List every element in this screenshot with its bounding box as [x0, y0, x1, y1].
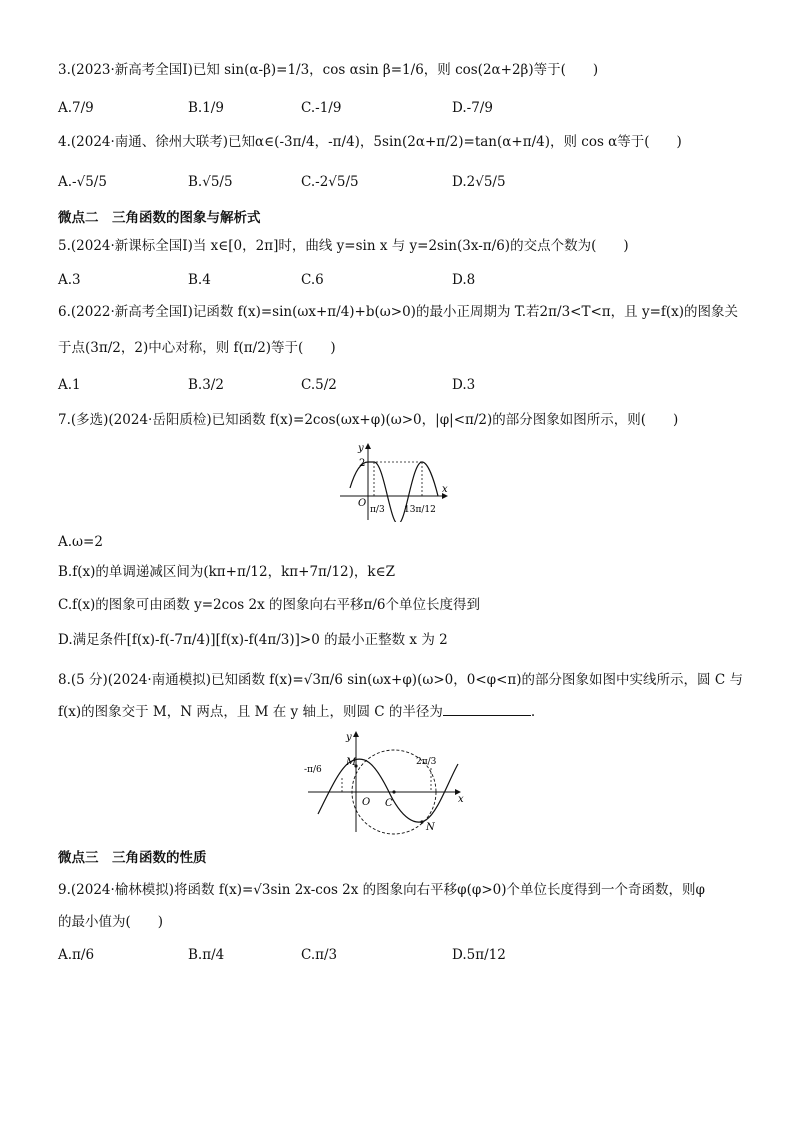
- q4-option-c: C.-2√5/5: [301, 174, 359, 190]
- q8-origin-label: O: [362, 797, 371, 808]
- q4-option-d: D.2√5/5: [452, 174, 506, 190]
- q8-function-graph: [298, 728, 468, 836]
- q7-y-label: y: [358, 443, 364, 454]
- point-c: [392, 790, 395, 793]
- q9-stem-line1: 9.(2024·榆林模拟)将函数 f(x)=√3sin 2x-cos 2x 的图象向右平移φ(φ>0)个单位长度得到一个奇函数，则φ: [58, 882, 705, 898]
- q7-x-tick-2: 13π/12: [404, 505, 436, 515]
- q8-stem-line2: f(x)的图象交于 M，N 两点，且 M 在 y 轴上，则圆 C 的半径为 .: [58, 704, 536, 720]
- q8-x-label: x: [458, 794, 464, 805]
- q5-stem: 5.(2024·新课标全国Ⅰ)当 x∈[0，2π]时，曲线 y=sin x 与 y=2sin(3x-π/6)的交点个数为( ): [58, 238, 629, 254]
- q7-option-c: C.f(x)的图象可由函数 y=2cos 2x 的图象向右平移π/6个单位长度得到: [58, 597, 481, 613]
- q7-option-d: D.满足条件[f(x)-f(-7π/4)][f(x)-f(4π/3)]>0 的最小正整数 x 为 2: [58, 632, 448, 648]
- q9-option-c: C.π/3: [301, 947, 338, 963]
- q8-x-tick-1: -π/6: [304, 765, 322, 775]
- q8-c-label: C: [385, 798, 393, 809]
- q7-origin-label: O: [358, 498, 367, 509]
- q4-option-a: A.-√5/5: [58, 174, 107, 190]
- q6-option-b: B.3/2: [188, 377, 224, 393]
- q3-option-b: B.1/9: [188, 100, 224, 116]
- q4-option-b: B.√5/5: [188, 174, 233, 190]
- q5-option-d: D.8: [452, 272, 476, 288]
- q3-option-c: C.-1/9: [301, 100, 342, 116]
- q9-option-b: B.π/4: [188, 947, 225, 963]
- q8-stem-line1: 8.(5 分)(2024·南通模拟)已知函数 f(x)=√3π/6 sin(ωx+φ)(ω>0，0<φ<π)的部分图象如图中实线所示，圆 C 与: [58, 672, 743, 688]
- point-n: [420, 820, 423, 823]
- q7-x-tick-1: π/3: [370, 505, 385, 515]
- q5-option-c: C.6: [301, 272, 324, 288]
- q8-y-label: y: [346, 732, 352, 743]
- q4-stem: 4.(2024·南通、徐州大联考)已知α∈(-3π/4，-π/4)，5sin(2α+π/2)=tan(α+π/4)，则 cos α等于( ): [58, 134, 682, 150]
- q8-curve: [318, 759, 458, 822]
- q9-option-a: A.π/6: [58, 947, 95, 963]
- q6-option-d: D.3: [452, 377, 476, 393]
- q7-option-a: A.ω=2: [58, 534, 103, 550]
- q9-stem-line2: 的最小值为( ): [58, 914, 164, 930]
- q7-option-b: B.f(x)的单调递减区间为(kπ+π/12，kπ+7π/12)，k∈Z: [58, 564, 395, 580]
- q5-option-b: B.4: [188, 272, 211, 288]
- q3-option-a: A.7/9: [58, 100, 94, 116]
- q6-stem-line1: 6.(2022·新高考全国Ⅰ)记函数 f(x)=sin(ωx+π/4)+b(ω>0)的最小正周期为 T.若2π/3<T<π，且 y=f(x)的图象关: [58, 304, 739, 320]
- q6-option-a: A.1: [58, 377, 81, 393]
- answer-blank: [443, 703, 531, 716]
- q8-y-arrow: [353, 731, 359, 737]
- q7-y-arrow: [365, 443, 371, 449]
- q8-x-tick-2: 2π/3: [416, 757, 437, 767]
- q9-option-d: D.5π/12: [452, 947, 506, 963]
- q7-function-graph: [338, 440, 458, 522]
- q7-y-tick-2: 2: [359, 458, 366, 469]
- q8-n-label: N: [426, 822, 435, 833]
- q3-option-d: D.-7/9: [452, 100, 493, 116]
- q5-option-a: A.3: [58, 272, 81, 288]
- section-heading-3: 微点三 三角函数的性质: [58, 850, 207, 866]
- q8-m-label: M: [346, 757, 357, 768]
- q6-option-c: C.5/2: [301, 377, 337, 393]
- q6-stem-line2: 于点(3π/2，2)中心对称，则 f(π/2)等于( ): [58, 340, 336, 356]
- q8-stem-text: f(x)的图象交于 M，N 两点，且 M 在 y 轴上，则圆 C 的半径为: [58, 704, 443, 720]
- q3-stem: 3.(2023·新高考全国Ⅰ)已知 sin(α-β)=1/3，cos αsin β=1/6，则 cos(2α+2β)等于( ): [58, 62, 599, 78]
- q7-stem: 7.(多选)(2024·岳阳质检)已知函数 f(x)=2cos(ωx+φ)(ω>0，|φ|<π/2)的部分图象如图所示，则( ): [58, 412, 679, 428]
- section-heading-2: 微点二 三角函数的图象与解析式: [58, 210, 261, 226]
- q7-x-label: x: [442, 484, 448, 495]
